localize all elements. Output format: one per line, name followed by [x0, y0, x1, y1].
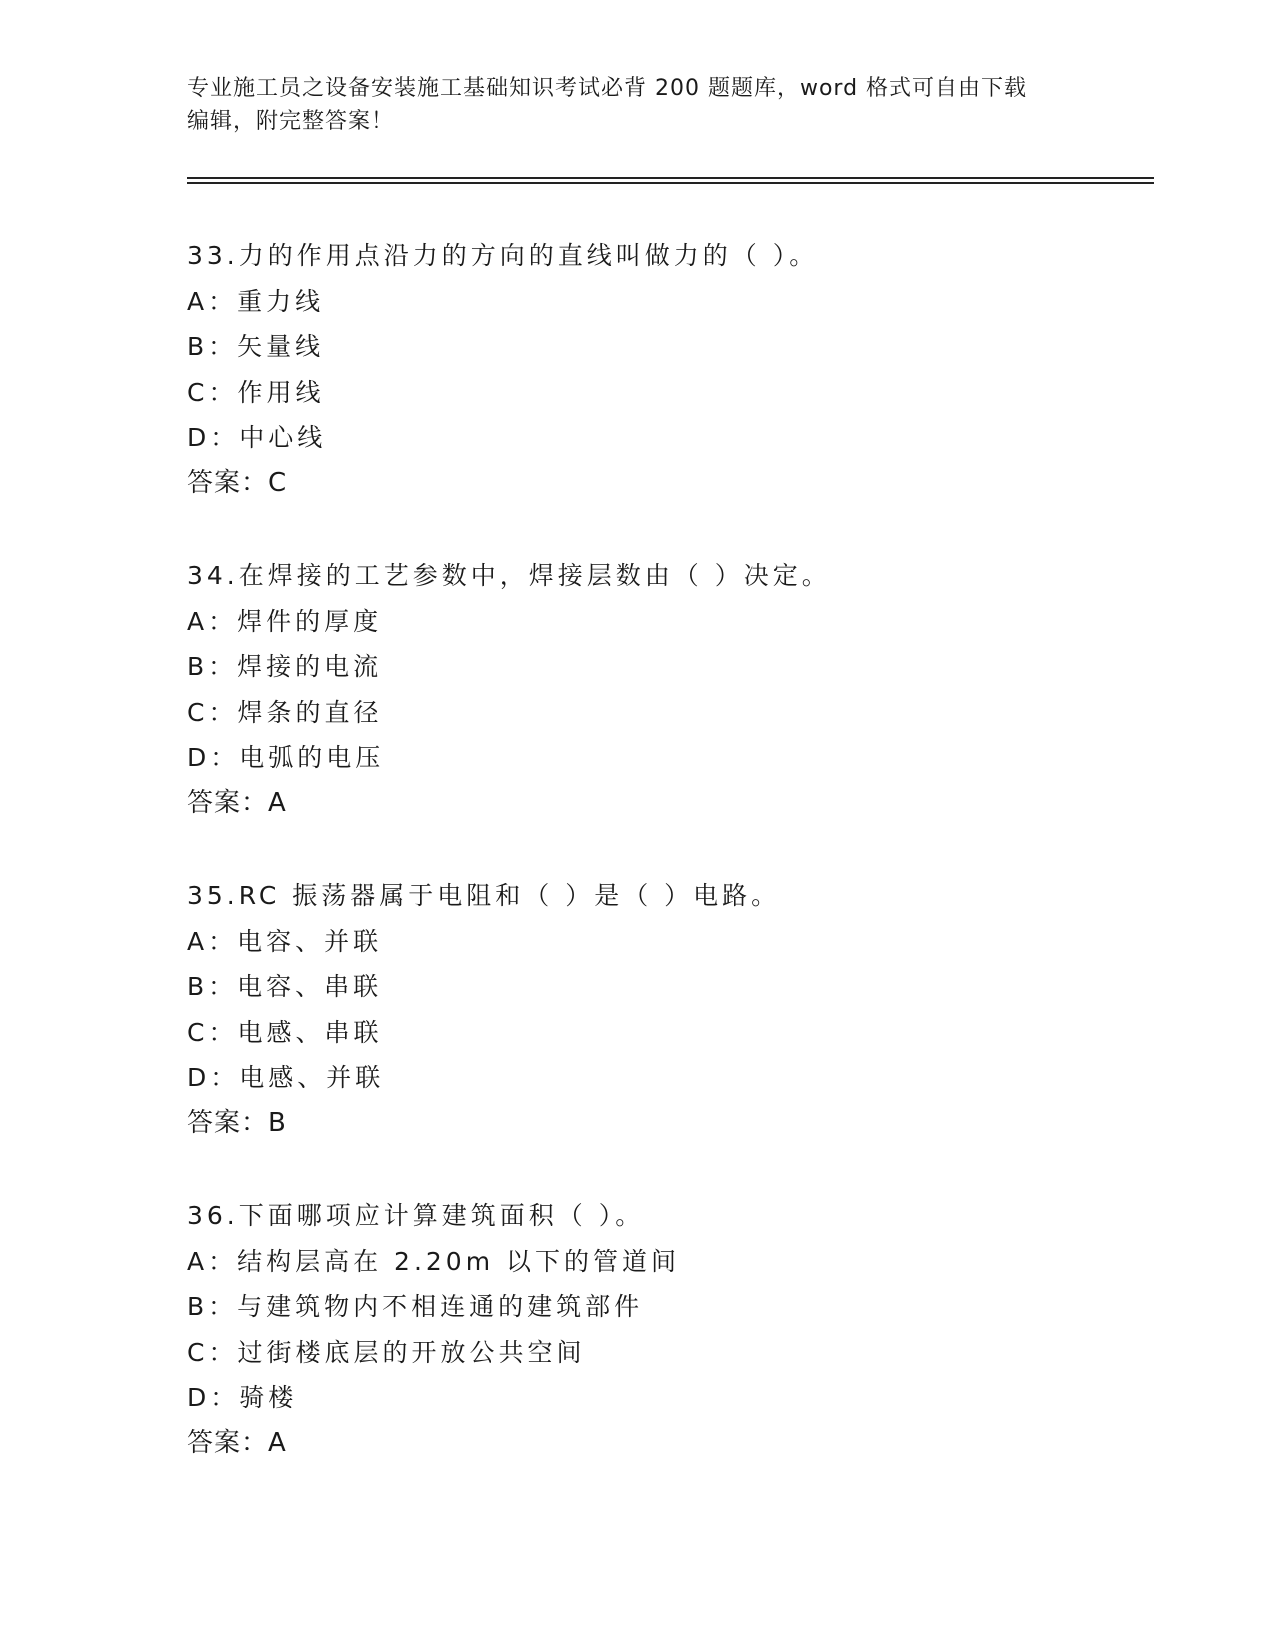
answer-label: 答案：A [187, 787, 287, 818]
document-header [187, 72, 1087, 138]
option-d: D：中心线 [187, 423, 327, 452]
option-a: A：焊件的厚度 [187, 606, 383, 636]
option-a: A：结构层高在 2.20m 以下的管道间 [187, 1246, 681, 1276]
option-a: A：电容、并联 [187, 926, 383, 956]
question-35 [187, 873, 1147, 1146]
question-stem: 35.RC 振荡器属于电阻和（ ）是（ ）电路。 [187, 881, 781, 910]
option-c: C：作用线 [187, 377, 325, 407]
question-33 [187, 233, 1147, 506]
option-b: B：与建筑物内不相连通的建筑部件 [187, 1292, 644, 1321]
header-line-2: 编辑，附完整答案！ [187, 109, 395, 134]
question-stem: 33.力的作用点沿力的方向的直线叫做力的（ ）。 [187, 241, 819, 270]
answer-label: 答案：C [187, 467, 288, 498]
question-34 [187, 553, 1147, 826]
option-d: D：电感、并联 [187, 1063, 385, 1092]
answer-label: 答案：A [187, 1427, 287, 1458]
option-d: D：电弧的电压 [187, 743, 385, 772]
header-line-1: 专业施工员之设备安装施工基础知识考试必背 200 题题库，word 格式可自由下载 [187, 76, 1028, 101]
header-divider-top [187, 177, 1154, 179]
option-b: B：电容、串联 [187, 972, 383, 1001]
question-stem: 34.在焊接的工艺参数中，焊接层数由（ ）决定。 [187, 561, 831, 590]
header-divider-bottom [187, 182, 1154, 184]
option-c: C：过街楼底层的开放公共空间 [187, 1337, 586, 1367]
option-b: B：焊接的电流 [187, 652, 383, 681]
option-a: A：重力线 [187, 286, 325, 316]
question-36 [187, 1193, 1147, 1466]
option-d: D：骑楼 [187, 1383, 298, 1412]
answer-label: 答案：B [187, 1107, 287, 1138]
option-c: C：电感、串联 [187, 1017, 383, 1047]
question-stem: 36.下面哪项应计算建筑面积（ ）。 [187, 1201, 645, 1230]
option-c: C：焊条的直径 [187, 697, 383, 727]
option-b: B：矢量线 [187, 332, 325, 361]
